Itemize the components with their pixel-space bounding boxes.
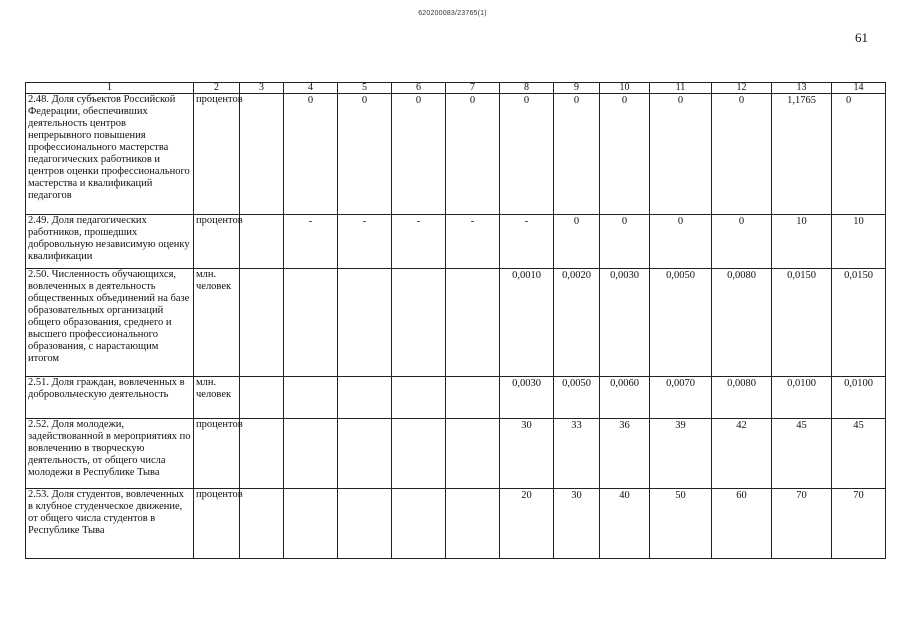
value-cell bbox=[446, 377, 500, 419]
value-cell: - bbox=[338, 215, 392, 269]
column-header: 6 bbox=[392, 83, 446, 94]
value-cell: 0 bbox=[650, 215, 712, 269]
value-cell: 10 bbox=[772, 215, 832, 269]
value-cell: 30 bbox=[500, 419, 554, 489]
value-cell bbox=[240, 489, 284, 559]
table-row bbox=[26, 215, 886, 269]
value-cell: 0 bbox=[554, 94, 600, 215]
column-header: 3 bbox=[240, 83, 284, 94]
value-cell: 45 bbox=[772, 419, 832, 489]
value-cell: 0,0070 bbox=[650, 377, 712, 419]
table-row bbox=[26, 489, 886, 559]
value-cell: 0,0080 bbox=[712, 269, 772, 377]
value-cell bbox=[446, 489, 500, 559]
value-cell bbox=[284, 377, 338, 419]
indicator-label: 2.49. Доля педагогических работников, прошедших добровольную независимую оценку квалификации bbox=[26, 215, 194, 269]
unit-cell: процентов bbox=[194, 94, 240, 215]
value-cell: 30 bbox=[554, 489, 600, 559]
value-cell: 0,0100 bbox=[832, 377, 886, 419]
value-cell bbox=[338, 377, 392, 419]
value-cell: 0 bbox=[500, 94, 554, 215]
value-cell bbox=[392, 269, 446, 377]
value-cell: 0 bbox=[600, 215, 650, 269]
value-cell bbox=[284, 419, 338, 489]
value-cell: 0,0080 bbox=[712, 377, 772, 419]
value-cell: 40 bbox=[600, 489, 650, 559]
value-cell bbox=[284, 269, 338, 377]
value-cell bbox=[240, 215, 284, 269]
value-cell: 60 bbox=[712, 489, 772, 559]
value-cell bbox=[338, 419, 392, 489]
value-cell: 10 bbox=[832, 215, 886, 269]
value-cell bbox=[392, 419, 446, 489]
value-cell: - bbox=[500, 215, 554, 269]
column-header: 14 bbox=[832, 83, 886, 94]
column-header: 5 bbox=[338, 83, 392, 94]
value-cell: 0,0050 bbox=[554, 377, 600, 419]
table-row bbox=[26, 377, 886, 419]
indicators-table bbox=[25, 82, 886, 559]
value-cell: 39 bbox=[650, 419, 712, 489]
value-cell: 0,0010 bbox=[500, 269, 554, 377]
indicator-label: 2.50. Численность обучающихся, вовлеченных в деятельность общественных объединений на базе образовательных организаций общего образования, среднего и высшего профессионального образования, с нарастающим итогом bbox=[26, 269, 194, 377]
indicator-label: 2.53. Доля студентов, вовлеченных в клубное студенческое движение, от общего числа студентов в Республике Тыва bbox=[26, 489, 194, 559]
value-cell: 0,0030 bbox=[500, 377, 554, 419]
value-cell: 0 bbox=[650, 94, 712, 215]
value-cell bbox=[240, 377, 284, 419]
table-row bbox=[26, 419, 886, 489]
value-cell bbox=[240, 269, 284, 377]
value-cell bbox=[446, 269, 500, 377]
table-row bbox=[26, 94, 886, 215]
column-header: 8 bbox=[500, 83, 554, 94]
value-cell: 42 bbox=[712, 419, 772, 489]
value-cell: 0 bbox=[832, 94, 886, 215]
unit-cell: процентов bbox=[194, 419, 240, 489]
value-cell: 0,0020 bbox=[554, 269, 600, 377]
value-cell: 0 bbox=[392, 94, 446, 215]
value-cell: 0,0150 bbox=[832, 269, 886, 377]
value-cell: 70 bbox=[772, 489, 832, 559]
column-header: 12 bbox=[712, 83, 772, 94]
column-header: 2 bbox=[194, 83, 240, 94]
value-cell: 0 bbox=[284, 94, 338, 215]
column-header: 10 bbox=[600, 83, 650, 94]
value-cell bbox=[240, 94, 284, 215]
value-cell: 33 bbox=[554, 419, 600, 489]
value-cell: 0 bbox=[338, 94, 392, 215]
value-cell: 0 bbox=[600, 94, 650, 215]
value-cell bbox=[392, 377, 446, 419]
value-cell: 70 bbox=[832, 489, 886, 559]
unit-cell: млн. человек bbox=[194, 377, 240, 419]
value-cell: 0 bbox=[712, 215, 772, 269]
table-header-row bbox=[26, 83, 886, 94]
column-header: 1 bbox=[26, 83, 194, 94]
unit-cell: процентов bbox=[194, 489, 240, 559]
unit-cell: млн. человек bbox=[194, 269, 240, 377]
indicator-label: 2.52. Доля молодежи, задействованной в мероприятиях по вовлечению в творческую деятельность, от общего числа молодежи в Республике Тыва bbox=[26, 419, 194, 489]
value-cell: 0,0100 bbox=[772, 377, 832, 419]
value-cell bbox=[392, 489, 446, 559]
value-cell: - bbox=[284, 215, 338, 269]
value-cell bbox=[338, 489, 392, 559]
value-cell: 45 bbox=[832, 419, 886, 489]
value-cell: 0,0050 bbox=[650, 269, 712, 377]
value-cell: 36 bbox=[600, 419, 650, 489]
value-cell bbox=[446, 419, 500, 489]
column-header: 7 bbox=[446, 83, 500, 94]
value-cell: 0 bbox=[446, 94, 500, 215]
value-cell: - bbox=[392, 215, 446, 269]
value-cell: 0 bbox=[554, 215, 600, 269]
value-cell bbox=[240, 419, 284, 489]
value-cell: 0,0030 bbox=[600, 269, 650, 377]
page-number: 61 bbox=[855, 30, 868, 45]
indicator-label: 2.51. Доля граждан, вовлеченных в добровольческую деятельность bbox=[26, 377, 194, 419]
indicator-label: 2.48. Доля субъектов Российской Федерации, обеспечивших деятельность центров непрерывного повышения профессионального мастерства педагогических работников и центров оценки профессионального мастерства и квалификаций педагогов bbox=[26, 94, 194, 215]
column-header: 4 bbox=[284, 83, 338, 94]
value-cell: 1,1765 bbox=[772, 94, 832, 215]
value-cell: 20 bbox=[500, 489, 554, 559]
column-header: 13 bbox=[772, 83, 832, 94]
value-cell: 50 bbox=[650, 489, 712, 559]
value-cell: 0 bbox=[712, 94, 772, 215]
unit-cell: процентов bbox=[194, 215, 240, 269]
document-code: 620200083/23765(1) bbox=[418, 10, 487, 17]
value-cell: 0,0150 bbox=[772, 269, 832, 377]
value-cell: - bbox=[446, 215, 500, 269]
column-header: 9 bbox=[554, 83, 600, 94]
value-cell bbox=[284, 489, 338, 559]
value-cell bbox=[338, 269, 392, 377]
table-row bbox=[26, 269, 886, 377]
column-header: 11 bbox=[650, 83, 712, 94]
value-cell: 0,0060 bbox=[600, 377, 650, 419]
